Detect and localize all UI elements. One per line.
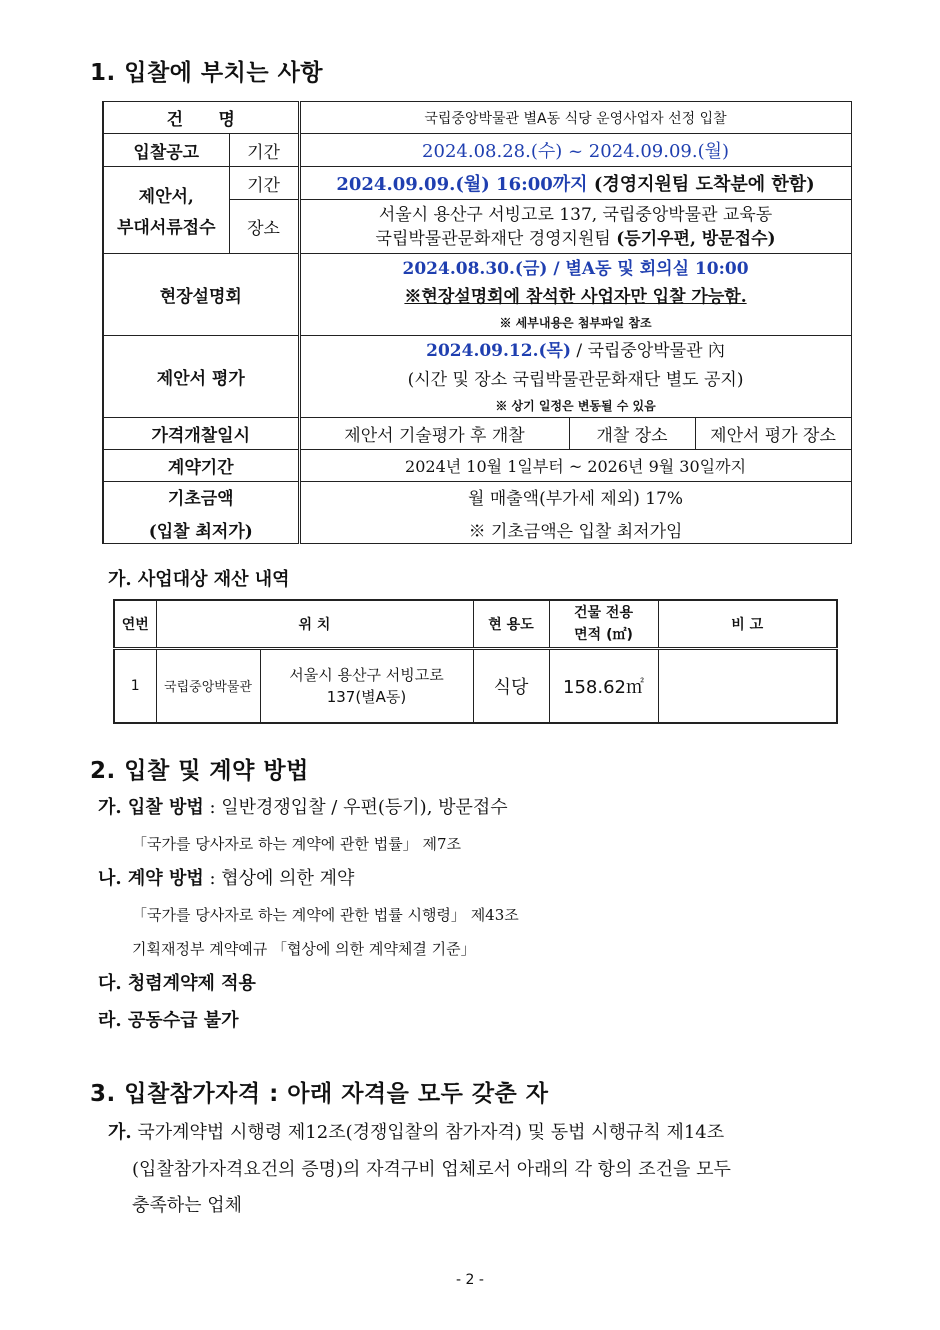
row-no: 1	[114, 649, 156, 723]
header-no: 연번	[114, 600, 156, 649]
qualification-line1	[108, 1118, 724, 1144]
contract-method-label: 나. 계약 방법	[98, 868, 204, 889]
proposal-label-line2: 부대서류접수	[116, 218, 216, 238]
section1-title: 1. 입찰에 부치는 사항	[90, 60, 324, 86]
qualification-label: 가.	[108, 1122, 132, 1143]
header-location: 위 치	[156, 600, 473, 649]
notice-label: 입찰공고	[103, 134, 229, 167]
bid-method-value: : 일반경쟁입찰 / 우편(등기), 방문접수	[203, 797, 508, 818]
header-area-line2: 면적 (㎡)	[574, 627, 633, 643]
contract-method-law1: 「국가를 당사자로 하는 계약에 관한 법률 시행령」 제43조	[132, 906, 519, 924]
opening-value: 제안서 기술평가 후 개찰	[299, 418, 569, 450]
base-label-line2: (입찰 최저가)	[148, 521, 253, 542]
row-org: 국립중앙박물관	[156, 649, 260, 723]
qualification-text1: 국가계약법 시행령 제12조(경쟁입찰의 참가자격) 및 동법 시행규칙 제14조	[131, 1122, 725, 1143]
contract-label: 계약기간	[103, 450, 299, 482]
bid-method	[98, 793, 508, 819]
joint-supply: 라. 공동수급 불가	[98, 1010, 239, 1031]
base-label	[103, 482, 299, 544]
contract-method-value: : 협상에 의한 계약	[203, 868, 355, 889]
briefing-value	[299, 254, 851, 336]
evaluation-value	[299, 336, 851, 418]
evaluation-label: 제안서 평가	[103, 336, 299, 418]
row-area: 158.62㎡	[549, 649, 658, 723]
briefing-detail: ※ 세부내용은 첨부파일 참조	[499, 315, 652, 330]
place-line2-a: 국립박물관문화재단 경영지원팀	[375, 228, 611, 249]
bid-method-label: 가. 입찰 방법	[98, 797, 204, 818]
row-address-line2: 137(별A동)	[326, 687, 407, 706]
contract-value: 2024년 10월 1일부터 ~ 2026년 9월 30일까지	[299, 450, 851, 482]
place-label: 장소	[229, 200, 299, 254]
proposal-deadline-note: (경영지원팀 도착분에 한함)	[593, 174, 815, 195]
property-subtitle: 가. 사업대상 재산 내역	[108, 569, 290, 590]
opening-place-label: 개찰 장소	[569, 418, 695, 450]
header-note: 비 고	[658, 600, 837, 649]
base-label-line1: 기초금액	[167, 488, 234, 509]
row-use: 식당	[473, 649, 549, 723]
bid-info-table	[102, 101, 852, 544]
bid-method-law: 「국가를 당사자로 하는 계약에 관한 법률」 제7조	[132, 835, 461, 853]
contract-method-law2: 기획재정부 계약예규 「협상에 의한 계약체결 기준」	[132, 940, 476, 958]
base-value	[299, 482, 851, 544]
property-table	[113, 599, 838, 724]
briefing-label: 현장설명회	[103, 254, 299, 336]
opening-label: 가격개찰일시	[103, 418, 299, 450]
proposal-label-line1: 제안서,	[138, 187, 194, 207]
qualification-line2: (입찰참가자격요건의 증명)의 자격구비 업체로서 아래의 각 항의 조건을 모두	[132, 1159, 731, 1180]
header-use: 현 용도	[473, 600, 549, 649]
contract-method	[98, 864, 354, 890]
place-line2-b: (등기우편, 방문접수)	[616, 228, 776, 249]
evaluation-change: ※ 상기 일정은 변동될 수 있음	[495, 398, 656, 413]
row-address	[260, 649, 473, 723]
proposal-period-label: 기간	[229, 167, 299, 200]
notice-period-value: 2024.08.28.(수) ~ 2024.09.09.(월)	[299, 134, 851, 167]
briefing-date: 2024.08.30.(금) / 별A동 및 회의실 10:00	[402, 258, 749, 279]
opening-place-value: 제안서 평가 장소	[695, 418, 851, 450]
evaluation-place: / 국립중앙박물관 內	[571, 340, 725, 361]
briefing-notice: ※현장설명회에 참석한 사업자만 입찰 가능함.	[404, 286, 747, 307]
evaluation-line1	[305, 338, 847, 364]
base-amount: 월 매출액(부가세 제외) 17%	[468, 488, 684, 509]
base-note: ※ 기초금액은 입찰 최저가임	[468, 521, 683, 542]
name-label: 건 명	[103, 102, 299, 134]
place-line1: 서울시 용산구 서빙고로 137, 국립중앙박물관 교육동	[378, 204, 773, 225]
proposal-period-value	[299, 167, 851, 200]
page-number: - 2 -	[456, 1272, 484, 1288]
integrity-contract: 다. 청렴계약제 적용	[98, 973, 256, 994]
evaluation-date: 2024.09.12.(목)	[426, 340, 572, 361]
table-row	[114, 649, 837, 723]
section3-title: 3. 입찰참가자격 : 아래 자격을 모두 갖춘 자	[90, 1081, 549, 1107]
place-value	[299, 200, 851, 254]
row-address-line1: 서울시 용산구 서빙고로	[289, 665, 444, 684]
section2-title: 2. 입찰 및 계약 방법	[90, 758, 309, 784]
place-line2	[305, 227, 847, 251]
header-area-line1: 건물 전용	[574, 605, 633, 621]
name-value: 국립중앙박물관 별A동 식당 운영사업자 선정 입찰	[299, 102, 851, 134]
qualification-line3: 충족하는 업체	[132, 1195, 243, 1216]
proposal-label	[103, 167, 229, 254]
evaluation-note: (시간 및 장소 국립박물관문화재단 별도 공지)	[407, 369, 744, 390]
row-note	[658, 649, 837, 723]
header-area	[549, 600, 658, 649]
proposal-deadline: 2024.09.09.(월) 16:00까지	[336, 174, 588, 195]
notice-period-label: 기간	[229, 134, 299, 167]
